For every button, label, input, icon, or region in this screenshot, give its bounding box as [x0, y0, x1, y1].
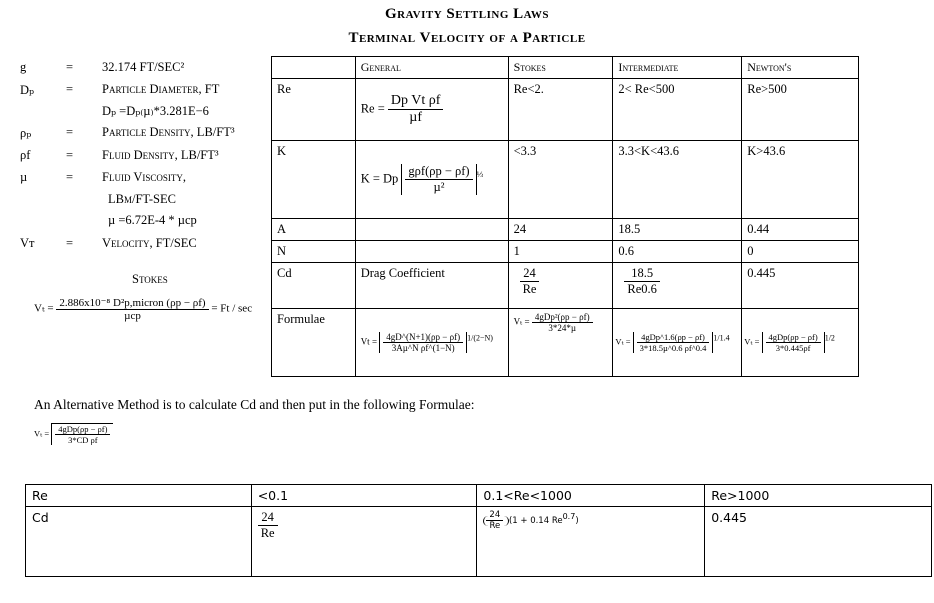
- formula-fraction: [388, 93, 444, 126]
- header-cell: <0.1: [251, 485, 477, 507]
- formula-exponent: 1/(2−N): [467, 333, 493, 343]
- table-row: [272, 309, 859, 377]
- general-cell: [355, 141, 508, 219]
- intermediate-cell: 3.3<K<43.6: [613, 141, 742, 219]
- stokes-cell: 24: [508, 219, 613, 241]
- formula-lhs: Re =: [360, 101, 385, 116]
- formula-denominator: Re: [489, 521, 501, 531]
- formula-lhs: Vt =: [360, 336, 378, 347]
- header-cell: 0.1<Re<1000: [477, 485, 705, 507]
- row-label: Re: [272, 79, 356, 141]
- variable-equals: =: [66, 170, 74, 184]
- newton-cell: 0.44: [742, 219, 859, 241]
- table-row: [272, 141, 859, 219]
- intermediate-cell: 18.5: [613, 219, 742, 241]
- variable-row: [18, 103, 268, 123]
- row-label: Cd: [26, 507, 252, 577]
- formula-bracket: [633, 332, 714, 353]
- table-header-row: [26, 485, 932, 507]
- formula-denominator: µcp: [124, 310, 141, 322]
- variable-definition: Particle Density, LB/FT³: [102, 125, 235, 139]
- row-label: A: [272, 219, 356, 241]
- intermediate-cell: [613, 263, 742, 309]
- stokes-cell: Re<2.: [508, 79, 613, 141]
- variable-definition: Fluid Density, LB/FT³: [102, 148, 219, 162]
- formula-lhs: Vₜ =: [744, 336, 760, 347]
- stokes-label: Stokes: [132, 272, 168, 286]
- formula-fraction: [383, 332, 463, 353]
- formula-bracket: [762, 332, 825, 353]
- formula-numerator: 24: [258, 510, 278, 526]
- variable-symbol: µ: [20, 170, 28, 184]
- formula-denominator: 3*18.5µ^0.6 ρf^0.4: [639, 343, 707, 353]
- formula-denominator: 3Aµ^N ρf^(1−N): [391, 343, 455, 353]
- general-cell: Drag Coefficient: [355, 263, 508, 309]
- variable-equals: =: [66, 236, 74, 250]
- settling-laws-table: [271, 56, 859, 377]
- table-row: [272, 241, 859, 263]
- row-label: N: [272, 241, 356, 263]
- formula-fraction: [637, 332, 710, 353]
- formula-numerator: 18.5: [624, 266, 660, 282]
- formula-numerator: 4gDp(ρp − ρf): [55, 424, 110, 435]
- variable-definition: LBm/FT-SEC: [108, 192, 176, 206]
- newton-cell: K>43.6: [742, 141, 859, 219]
- table-row: [272, 79, 859, 141]
- stokes-formula: [34, 296, 252, 322]
- alt-formula: [34, 423, 113, 445]
- variable-row: [18, 82, 268, 102]
- formula-lhs: Vₜ =: [513, 316, 530, 327]
- formula-lhs: Vₜ =: [34, 428, 50, 439]
- formula-exponent: 1/1.4: [713, 333, 730, 343]
- general-cell: [355, 241, 508, 263]
- formula-bracket: [379, 332, 467, 353]
- formula-numerator: 2.886x10⁻⁸ D²p,micron (ρp − ρf): [56, 296, 208, 310]
- variable-definition: µ =6.72E-4 * µcp: [108, 213, 197, 227]
- formula-rhs: = Ft / sec: [211, 302, 253, 315]
- header-cell: Intermediate: [613, 57, 742, 79]
- cd-cell: [251, 507, 477, 577]
- variable-definition: Dₚ =Dₚ₍µ₎*3.281E−6: [102, 104, 209, 118]
- table-row: [272, 219, 859, 241]
- table-row: [272, 263, 859, 309]
- table-row: [26, 507, 932, 577]
- stokes-cell: [508, 263, 613, 309]
- newton-cell: [742, 309, 859, 377]
- variable-equals: =: [66, 125, 74, 139]
- row-label: K: [272, 141, 356, 219]
- variable-definition: 32.174 FT/SEC²: [102, 60, 185, 74]
- variable-symbol: Dₚ: [20, 83, 35, 97]
- variable-symbol: g: [20, 60, 27, 74]
- variable-row: [18, 213, 268, 233]
- variable-definition: Fluid Viscosity,: [102, 170, 187, 184]
- newton-cell: 0: [742, 241, 859, 263]
- header-cell: [272, 57, 356, 79]
- formula-fraction: [520, 266, 540, 297]
- variable-row: [18, 60, 268, 80]
- general-cell: [355, 79, 508, 141]
- formula-denominator: 3*0.445ρf: [775, 343, 811, 353]
- variable-equals: =: [66, 82, 74, 96]
- stokes-cell: [508, 309, 613, 377]
- formula-denominator: Re0.6: [627, 282, 657, 296]
- formula-exponent: ⅓: [476, 169, 484, 180]
- formula-fraction: [486, 510, 503, 531]
- formula-numerator: 4gDp(ρp − ρf): [766, 332, 821, 343]
- header-cell: General: [355, 57, 508, 79]
- variable-row: [18, 125, 268, 145]
- intermediate-cell: 2< Re<500: [613, 79, 742, 141]
- variable-row: [18, 170, 268, 190]
- formula-fraction: [55, 424, 110, 445]
- formula-lhs: Vₜ =: [34, 302, 54, 315]
- formula-text: (1 + 0.14 Re: [508, 516, 563, 526]
- formula-lhs: Vₜ =: [615, 336, 631, 347]
- intermediate-cell: 0.6: [613, 241, 742, 263]
- cd-cell: [477, 507, 705, 577]
- table-header-row: [272, 57, 859, 79]
- cd-table: [25, 484, 932, 577]
- formula-sqrt: [51, 423, 113, 445]
- alt-method-text: An Alternative Method is to calculate Cd and then put in the following Formulae:: [34, 397, 475, 412]
- formula-fraction: [766, 332, 821, 353]
- header-cell: Re: [26, 485, 252, 507]
- newton-cell: 0.445: [742, 263, 859, 309]
- variable-equals: =: [66, 60, 74, 74]
- formula-numerator: 24: [486, 510, 503, 521]
- formula-lhs: K = Dp: [360, 171, 399, 186]
- variable-symbol: ρf: [20, 148, 31, 162]
- formula-fraction: [56, 296, 208, 322]
- header-cell: Re>1000: [705, 485, 932, 507]
- variable-definition: Velocity, FT/SEC: [102, 236, 197, 250]
- formula-denominator: 3*CD ρf: [68, 435, 98, 445]
- page-subtitle: Terminal Velocity of a Particle: [348, 30, 586, 46]
- variable-equals: =: [66, 148, 74, 162]
- variable-symbol: ρₚ: [20, 126, 32, 140]
- header-cell: Newton's: [742, 57, 859, 79]
- stokes-cell: <3.3: [508, 141, 613, 219]
- newton-cell: Re>500: [742, 79, 859, 141]
- cd-cell: 0.445: [705, 507, 932, 577]
- row-label: Formulae: [272, 309, 356, 377]
- formula-numerator: 4gDp^1.6(ρp − ρf): [637, 332, 710, 343]
- variable-row: [18, 192, 268, 212]
- row-label: Cd: [272, 263, 356, 309]
- formula-fraction: [405, 164, 472, 195]
- header-cell: Stokes: [508, 57, 613, 79]
- formula-denominator: 3*24*µ: [548, 323, 577, 333]
- page-title: Gravity Settling Laws: [385, 6, 549, 22]
- formula-denominator: µf: [409, 110, 422, 125]
- formula-fraction: [258, 510, 278, 541]
- formula-exponent: 0.7: [562, 512, 576, 522]
- variable-definition: Particle Diameter, FT: [102, 82, 220, 96]
- formula-text: ): [575, 516, 579, 526]
- formula-fraction: [624, 266, 660, 297]
- formula-denominator: Re: [522, 282, 537, 296]
- formula-numerator: 24: [520, 266, 540, 282]
- general-cell: [355, 309, 508, 377]
- formula-denominator: Re: [260, 526, 275, 540]
- formula-numerator: Dp Vt ρf: [388, 93, 444, 110]
- formula-bracket: [401, 164, 476, 195]
- formula-exponent: 1/2: [824, 333, 835, 343]
- formula-numerator: gρf(ρp − ρf): [405, 164, 472, 180]
- variable-row: [18, 148, 268, 168]
- variable-row: [18, 236, 268, 256]
- formula-paren: [483, 510, 509, 531]
- variable-symbol: Vт: [20, 236, 35, 250]
- formula-fraction: [532, 312, 593, 333]
- general-cell: [355, 219, 508, 241]
- formula-denominator: µ²: [433, 180, 445, 194]
- formula-numerator: 4gD^(N+1)(ρp − ρf): [383, 332, 463, 343]
- formula-numerator: 4gDp²(ρp − ρf): [532, 312, 593, 323]
- stokes-cell: 1: [508, 241, 613, 263]
- intermediate-cell: [613, 309, 742, 377]
